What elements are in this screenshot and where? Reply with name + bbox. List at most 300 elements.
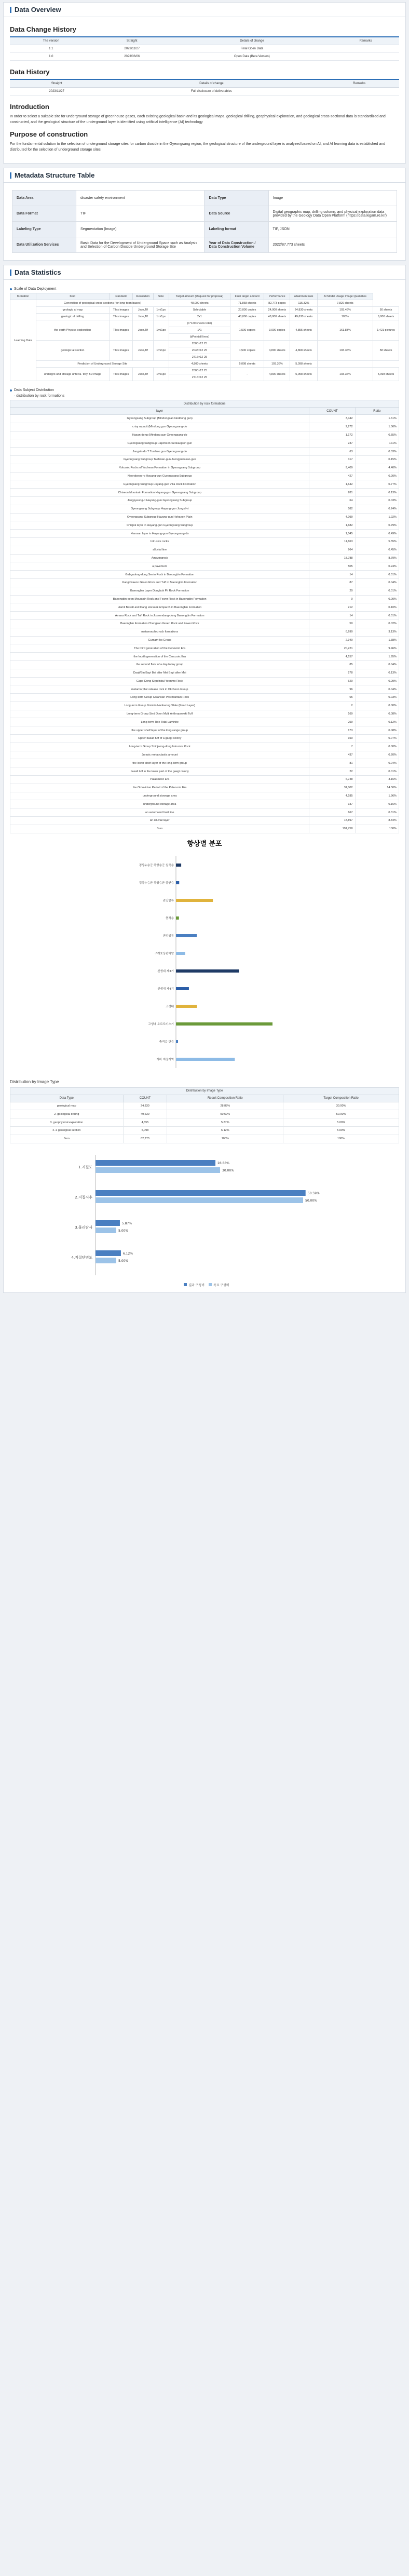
dist-cell: 1.38% (355, 636, 399, 644)
dist-cell: alluvial line (10, 546, 309, 554)
dist-row (10, 660, 399, 669)
dist-row (10, 800, 399, 808)
chart-category-label: 3.물리탐사 (75, 1225, 92, 1230)
dist-cell: 20,221 (309, 644, 355, 653)
dist-cell: 4,099 (309, 513, 355, 521)
scale-cell: Tiles images (109, 307, 132, 314)
meta-value: TIF (76, 206, 204, 222)
dist-cell: 0.24% (355, 562, 399, 571)
dist-row (10, 562, 399, 571)
dist-cell: the lower shelf layer of the long-term group (10, 759, 309, 767)
header-accent (10, 269, 11, 276)
image-type-chart (49, 1150, 360, 1287)
dist-cell: 18,897 (309, 817, 355, 825)
type-col-header: Target Composition Ratio (283, 1095, 399, 1102)
scale-cell: Json,Tif (133, 320, 154, 341)
scale-col-header: Size (153, 293, 169, 300)
image-type-table (10, 1087, 399, 1143)
chart-bar (176, 1040, 178, 1043)
change-cell: Final Open Data (172, 45, 332, 53)
dist-row (10, 628, 399, 636)
dist-cell: Upper basalt tuff of a gaegi colony (10, 735, 309, 743)
dist-cell: the upper shelf layer of the long-range group (10, 726, 309, 735)
dist-row (10, 784, 399, 792)
type-cell: 3. geophysical exploration (10, 1118, 124, 1127)
dist-cell: 620 (309, 677, 355, 685)
scale-cell: Tiles images (109, 341, 132, 361)
meta-value: Segmentation (Image) (76, 222, 204, 237)
dist-row (10, 669, 399, 677)
dist-cell: 4,185 (309, 792, 355, 800)
history-col-header: Remarks (319, 79, 399, 88)
chart-category-label: 관입암류 (162, 899, 174, 902)
type-cell: 100% (283, 1135, 399, 1143)
scale-cell: geologic al map (36, 307, 109, 314)
scale-cell: 4,868 sheets (290, 341, 317, 361)
meta-key: Data Source (204, 206, 268, 222)
dist-row (10, 726, 399, 735)
dist-cell: 5.55% (355, 537, 399, 546)
dist-row (10, 685, 399, 694)
meta-value: disaster safety environment (76, 191, 204, 206)
scale-cell: 1,500 copies (230, 341, 264, 361)
scale-title-text: Scale of Data Deployment (14, 287, 57, 291)
chart-bar (176, 952, 185, 955)
dist-cell: Chiseon Mountain Formation Hayang-gun Gyeongsang Subgroup (10, 489, 309, 497)
dist-cell: 3.16% (355, 776, 399, 784)
dist-cell: 278 (309, 669, 355, 677)
scale-cell: Json,Tif (133, 314, 154, 320)
change-row (10, 53, 399, 61)
dist-cell: 22 (309, 767, 355, 776)
scale-cell: 5,058 sheets (290, 368, 317, 381)
meta-key: Data Area (12, 191, 76, 206)
meta-value: Digital geographic map, drilling column, and physical exploration data provided by the Geology Data Open Platform (https://data.kigam.re.kr/) (268, 206, 397, 222)
dist-cell: 100% (355, 825, 399, 833)
data-overview-header (4, 3, 405, 17)
scale-cell: 1*1 (169, 327, 230, 334)
dist-cell: 0.12% (355, 718, 399, 726)
history-row (10, 88, 399, 96)
dist-cell: Volcanic Rocks of Yuchean Formation in Gyeongsang Subgroup (10, 464, 309, 472)
dist-cell: 87 (309, 578, 355, 587)
meta-key: Data Format (12, 206, 76, 222)
dist-cell: 505 (309, 562, 355, 571)
scale-cell: 1,421 pictures (373, 320, 399, 341)
dist-cell: crisy rapacit (Mindong gun Gyeongsang-do (10, 423, 309, 431)
dist-row (10, 554, 399, 562)
chart-category-label: 경상누층군 하양층군 칠곡층 (139, 864, 174, 867)
scale-row (10, 361, 399, 368)
meta-row (12, 237, 397, 253)
dist-cell: Gyeongsang Subgroup (Mindongsan Neddong gun) (10, 415, 309, 423)
statistics-panel (3, 265, 406, 1293)
chart-bar (96, 1228, 116, 1233)
dist-cell: 0.00% (355, 743, 399, 751)
dist-row (10, 612, 399, 620)
type-row (10, 1110, 399, 1118)
history-col-header: Details of change (103, 79, 319, 88)
chart-category-label: 4.지질단면도 (71, 1255, 92, 1260)
dist-cell: 0.01% (355, 571, 399, 579)
chart-data-label: 50.59% (307, 1191, 320, 1195)
type-cell: 28.88% (167, 1102, 283, 1110)
change-row (10, 45, 399, 53)
scale-cell: 48,000 sheets (169, 300, 230, 307)
dist-cell: 2,940 (309, 636, 355, 644)
type-cell: 24,830 (123, 1102, 167, 1110)
chart-category-label: 2.지질시추 (75, 1195, 92, 1199)
statistics-header (4, 265, 405, 280)
dist-cell: 1,045 (309, 530, 355, 538)
dist-cell: Gyeongsang Subgroup Hayang-gun Villa Rock Formation (10, 480, 309, 489)
dist-cell: 8.79% (355, 554, 399, 562)
dist-row (10, 718, 399, 726)
type-cell: 50.59% (167, 1110, 283, 1118)
chart-data-label: 30.00% (222, 1168, 234, 1172)
dist-cell: 0.16% (355, 800, 399, 808)
dist-cell: 667 (309, 808, 355, 817)
dist-row (10, 694, 399, 702)
dist-cell: Neorobeon-ro Hayang-gun Gyeongsang Subgroup (10, 472, 309, 480)
dist-cell: 0.08% (355, 726, 399, 735)
dist-row (10, 595, 399, 603)
rock-chart-svg (119, 835, 290, 1074)
type-col-header: COUNT (123, 1095, 167, 1102)
chart-data-label: 6.12% (122, 1251, 133, 1256)
scale-cell: 24,000 sheets (264, 307, 290, 314)
dist-cell: underground storage area (10, 800, 309, 808)
dist-row (10, 759, 399, 767)
dist-cell: 0.00% (355, 595, 399, 603)
scale-col-header: Resolution (133, 293, 154, 300)
scale-cell: 103.36% (317, 368, 373, 381)
dist-cell: Jangpyeong-ri Hayang-gun Gyeongsang Subgroup (10, 496, 309, 505)
dist-cell: Long-term Group Jimimin Hanbeong Slate (Pearl Layer) (10, 702, 309, 710)
scale-col-header: formation (10, 293, 36, 300)
dist-cell: Palaeozoic Era (10, 776, 309, 784)
chart-bar (96, 1258, 116, 1263)
meta-key: Year of Data Construction / Data Construction Volume (204, 237, 268, 253)
dist-cell: 1,172 (309, 431, 355, 439)
data-history-table (10, 79, 399, 96)
type-cell: geological map (10, 1102, 124, 1110)
dist-row (10, 455, 399, 464)
data-history-title: Data History (10, 68, 50, 76)
chart-category-label: 경상누층군 하양층군 함안층 (139, 881, 174, 885)
legend-swatch (184, 1283, 187, 1286)
dist-cell: 7 (309, 743, 355, 751)
bullet-icon (10, 389, 12, 392)
dist-cell: 0.24% (355, 505, 399, 513)
dist-cell: Sum (10, 825, 309, 833)
dist-cell: 0.04% (355, 685, 399, 694)
change-cell: 2023/11/27 (92, 45, 172, 53)
chart-category-label: 신생대 제4기 (157, 987, 174, 991)
dist-row (10, 619, 399, 628)
dist-cell: 6,690 (309, 628, 355, 636)
dist-cell: 0.10% (355, 603, 399, 612)
scale-cell: 7,829 sheets (317, 300, 373, 307)
scale-cell: Json,Tif (133, 368, 154, 381)
scale-cell: 2000×12 25 (169, 368, 230, 374)
purpose-title: Purpose of construction (10, 130, 88, 138)
scale-cell: 4,800 sheets (264, 368, 290, 381)
chart-bar (176, 864, 181, 867)
chart-data-label: 5.00% (118, 1229, 129, 1233)
dist-cell: 0.07% (355, 735, 399, 743)
scale-title (10, 287, 399, 291)
scale-cell: Learning Data (10, 300, 36, 381)
dist-cell: 14 (309, 612, 355, 620)
scale-cell: 2x1 (169, 314, 230, 320)
scale-cell: 5,098 sheets (290, 361, 317, 368)
scale-cell: - (230, 368, 264, 381)
metadata-title: Metadata Structure Table (15, 171, 95, 179)
metadata-panel (3, 168, 406, 261)
type-cell: Sum (10, 1135, 124, 1143)
dist-row (10, 636, 399, 644)
dist-row (10, 571, 399, 579)
dist-cell: 582 (309, 505, 355, 513)
change-history-table (10, 36, 399, 61)
chart-bar (96, 1190, 306, 1196)
scale-row (10, 320, 399, 327)
meta-row (12, 222, 397, 237)
history-cell: Full disclosure of deliverables (103, 88, 319, 96)
scale-cell: 3,000 copies (264, 320, 290, 341)
chart-bar (176, 969, 239, 973)
dist-row (10, 464, 399, 472)
dist-row (10, 644, 399, 653)
scale-cell: (1*120 sheets total) (169, 320, 230, 327)
type-title: Distribution by Image Type (10, 1079, 59, 1084)
chart-category-label: 지하 저장지역 (156, 1058, 174, 1061)
dist-cell: 150 (309, 735, 355, 743)
dist-row (10, 546, 399, 554)
data-overview-title: Data Overview (15, 6, 61, 14)
dist-cell: 65 (309, 694, 355, 702)
dist-cell: 3.13% (355, 628, 399, 636)
scale-cell: 2048×12 25 (169, 347, 230, 354)
scale-cell: 1m/1px (153, 341, 169, 361)
change-cell (332, 45, 399, 53)
dist-cell: 2,272 (309, 423, 355, 431)
dist-cell: 6,748 (309, 776, 355, 784)
chart-category-label: 변성암류 (162, 934, 174, 938)
change-col-header: Straight (92, 37, 172, 45)
dist-row (10, 439, 399, 448)
dist-cell: 1.92% (355, 513, 399, 521)
scale-cell: Tiles images (109, 368, 132, 381)
dist-cell: Gapo-Dong Sirpelnbul Yeonmo Rock (10, 677, 309, 685)
dist-cell: Daoji/Bin Bayi Bei after Mei Bayi after Mei (10, 669, 309, 677)
type-cell: 5.00% (283, 1127, 399, 1135)
chart-data-label: 28.88% (217, 1161, 229, 1165)
dist-cell: 0.31% (355, 808, 399, 817)
dist-cell: Intrusive rocks (10, 537, 309, 546)
dist-cell: Long-term Group Sind Doon Multi Anthropowski Tuff (10, 710, 309, 718)
chart-bar (176, 1058, 235, 1061)
dist-cell: 0.20% (355, 472, 399, 480)
dist-row (10, 480, 399, 489)
change-col-header: The version (10, 37, 92, 45)
dist-row (10, 702, 399, 710)
dist-row (10, 578, 399, 587)
dist-cell: Amazingrock (10, 554, 309, 562)
scale-cell: 4,800 sheets (264, 341, 290, 361)
dist-row (10, 735, 399, 743)
dist-cell: 1,642 (309, 480, 355, 489)
dist-cell: 81 (309, 759, 355, 767)
dist-cell: 31,002 (309, 784, 355, 792)
scale-cell: 24,830 sheets (290, 307, 317, 314)
dist-cell: 0.01% (355, 587, 399, 595)
chart-category-label: 고생대 (166, 1005, 174, 1008)
chart-bar (96, 1250, 121, 1256)
chart-title: 항상별 분포 (187, 840, 222, 848)
type-chart-svg (49, 1150, 360, 1279)
scale-cell: 50 sheets (373, 307, 399, 314)
dist-cell: 0.45% (355, 546, 399, 554)
scale-cell: 1,500 copies (230, 320, 264, 341)
scale-row (10, 368, 399, 374)
dist-row (10, 431, 399, 439)
dist-cell: 1.61% (355, 415, 399, 423)
dist-cell: 1.95% (355, 653, 399, 661)
scale-row (10, 314, 399, 320)
dist-cell: 0.00% (355, 702, 399, 710)
scale-cell: 103.46% (317, 307, 373, 314)
dist-row (10, 505, 399, 513)
data-overview-panel (3, 2, 406, 164)
dist-cell: Jurasic metaoclastic amount (10, 751, 309, 759)
scale-col-header: attainment rate (290, 293, 317, 300)
meta-value: 2022/87,773 sheets (268, 237, 397, 253)
dist-row (10, 448, 399, 456)
dist-cell: Gumam-ho Group (10, 636, 309, 644)
chart-category-label: 1.지질도 (78, 1165, 92, 1169)
dist-cell: 169 (309, 710, 355, 718)
chart-data-label: 50.00% (305, 1198, 317, 1203)
chart-bar (176, 1022, 272, 1026)
scale-cell: 1m/1px (153, 307, 169, 314)
meta-key: Labeling Type (12, 222, 76, 237)
change-cell: Open Data (Beta Version) (172, 53, 332, 61)
dist-cell: 0.13% (355, 489, 399, 497)
dist-cell: 0.02% (355, 619, 399, 628)
dist-cell: 0.03% (355, 694, 399, 702)
dist-cell: 14.50% (355, 784, 399, 792)
dist-cell: 0.01% (355, 767, 399, 776)
dist-cell: an alluvial layer (10, 817, 309, 825)
dist-cell: 0 (309, 595, 355, 603)
dist-cell: 437 (309, 751, 355, 759)
history-cell: 2023/11/27 (10, 88, 103, 96)
type-cell: 82,773 (123, 1135, 167, 1143)
dist-cell: 9.46% (355, 644, 399, 653)
dist-cell: Kangdwaeon Green Rock and Tuff in Baeongbin Formation (10, 578, 309, 587)
dist-row (10, 496, 399, 505)
scale-row (10, 307, 399, 314)
statistics-title: Data Statistics (15, 268, 61, 276)
history-col-header: Straight (10, 79, 103, 88)
dist-cell: basalt tuff in the lower part of the gaegi colony (10, 767, 309, 776)
chart-bar (176, 916, 179, 920)
scale-cell: 6,000 sheets (373, 314, 399, 320)
dist-row (10, 521, 399, 530)
dist-cell: 63 (309, 448, 355, 456)
scale-cell: 103.36% (317, 341, 373, 361)
dist-cell: Gabgadong-dong Sento Rock in Baeongbin Formation (10, 571, 309, 579)
dist-row (10, 817, 399, 825)
dist-col-header: COUNT (309, 408, 355, 415)
change-cell: 1.0 (10, 53, 92, 61)
scale-row (10, 300, 399, 307)
dist-cell: a pavement (10, 562, 309, 571)
dist-cell: the second floor of a day-today group (10, 660, 309, 669)
scale-col-header: Performance (264, 293, 290, 300)
chart-bar (176, 934, 197, 937)
dist-cell: 0.55% (355, 431, 399, 439)
dist-cell: Long-term Tide Tidal Laminite (10, 718, 309, 726)
scale-col-header: AI Model Usage Image Quantities (317, 293, 373, 300)
dist-cell: 317 (309, 455, 355, 464)
dist-cell: 0.77% (355, 480, 399, 489)
dist-cell: 427 (309, 472, 355, 480)
type-cell: 6.12% (167, 1127, 283, 1135)
dist-row (10, 792, 399, 800)
dist-cell: Gyeongsang Subgroup Taehwan-gun Jeongpabasan-gun (10, 455, 309, 464)
dist-row (10, 472, 399, 480)
scale-cell: 4,800 sheets (169, 361, 230, 368)
type-row (10, 1127, 399, 1135)
chart-bar (96, 1160, 215, 1166)
metadata-table (12, 190, 397, 253)
dist-title (10, 388, 399, 392)
scale-cell: 49,630 sheets (290, 314, 317, 320)
scale-cell: 48,000 copies (230, 314, 264, 320)
dist-row (10, 537, 399, 546)
dist-cell: Jangsin-do T Tumbeo gun Gyeongsang-do (10, 448, 309, 456)
dist-cell: 0.03% (355, 448, 399, 456)
intro-text: In order to select a suitable site for underground storage of greenhouse gases, each existing geological basin and its geological maps, geological drilling, geophysical exploration, and geological cross-sectional data is standardized and constructed, and the geological structure of the underground layer is identified using artificial intelligence (AI) technology (10, 115, 386, 124)
dist-cell: 4,157 (309, 653, 355, 661)
legend-label: 결과 구성비 (188, 1284, 204, 1287)
dist-cell: Baeongbin Formation Chengsan Green Rock and Fewer Rock (10, 619, 309, 628)
dist-cell: Amass Rock and Tuff Rock in Joseondang-dong Baeongbin Formation (10, 612, 309, 620)
dist-row (10, 710, 399, 718)
dist-cell: 0.29% (355, 677, 399, 685)
meta-value: Basic Data for the Development of Underground Space such as Analysis and Selection of Carbon Dioxide Underground Storage Site (76, 237, 204, 253)
dist-row (10, 513, 399, 521)
scale-cell: geologic al section (36, 341, 109, 361)
scale-cell: 103.36% (264, 361, 290, 368)
dist-cell: 4.40% (355, 464, 399, 472)
change-cell: 1.1 (10, 45, 92, 53)
scale-cell: Tiles images (109, 314, 132, 320)
type-row (10, 1135, 399, 1143)
scale-cell: 2000×12 25 (169, 341, 230, 347)
chart-bar (176, 987, 189, 990)
intro-title: Introduction (10, 103, 49, 111)
meta-row (12, 206, 397, 222)
dist-cell: 0.01% (355, 612, 399, 620)
chart-category-label: 구례호상편마암 (154, 952, 174, 955)
dist-cell: 8.84% (355, 817, 399, 825)
dist-cell: 237 (309, 439, 355, 448)
type-cell: 5.87% (167, 1118, 283, 1127)
